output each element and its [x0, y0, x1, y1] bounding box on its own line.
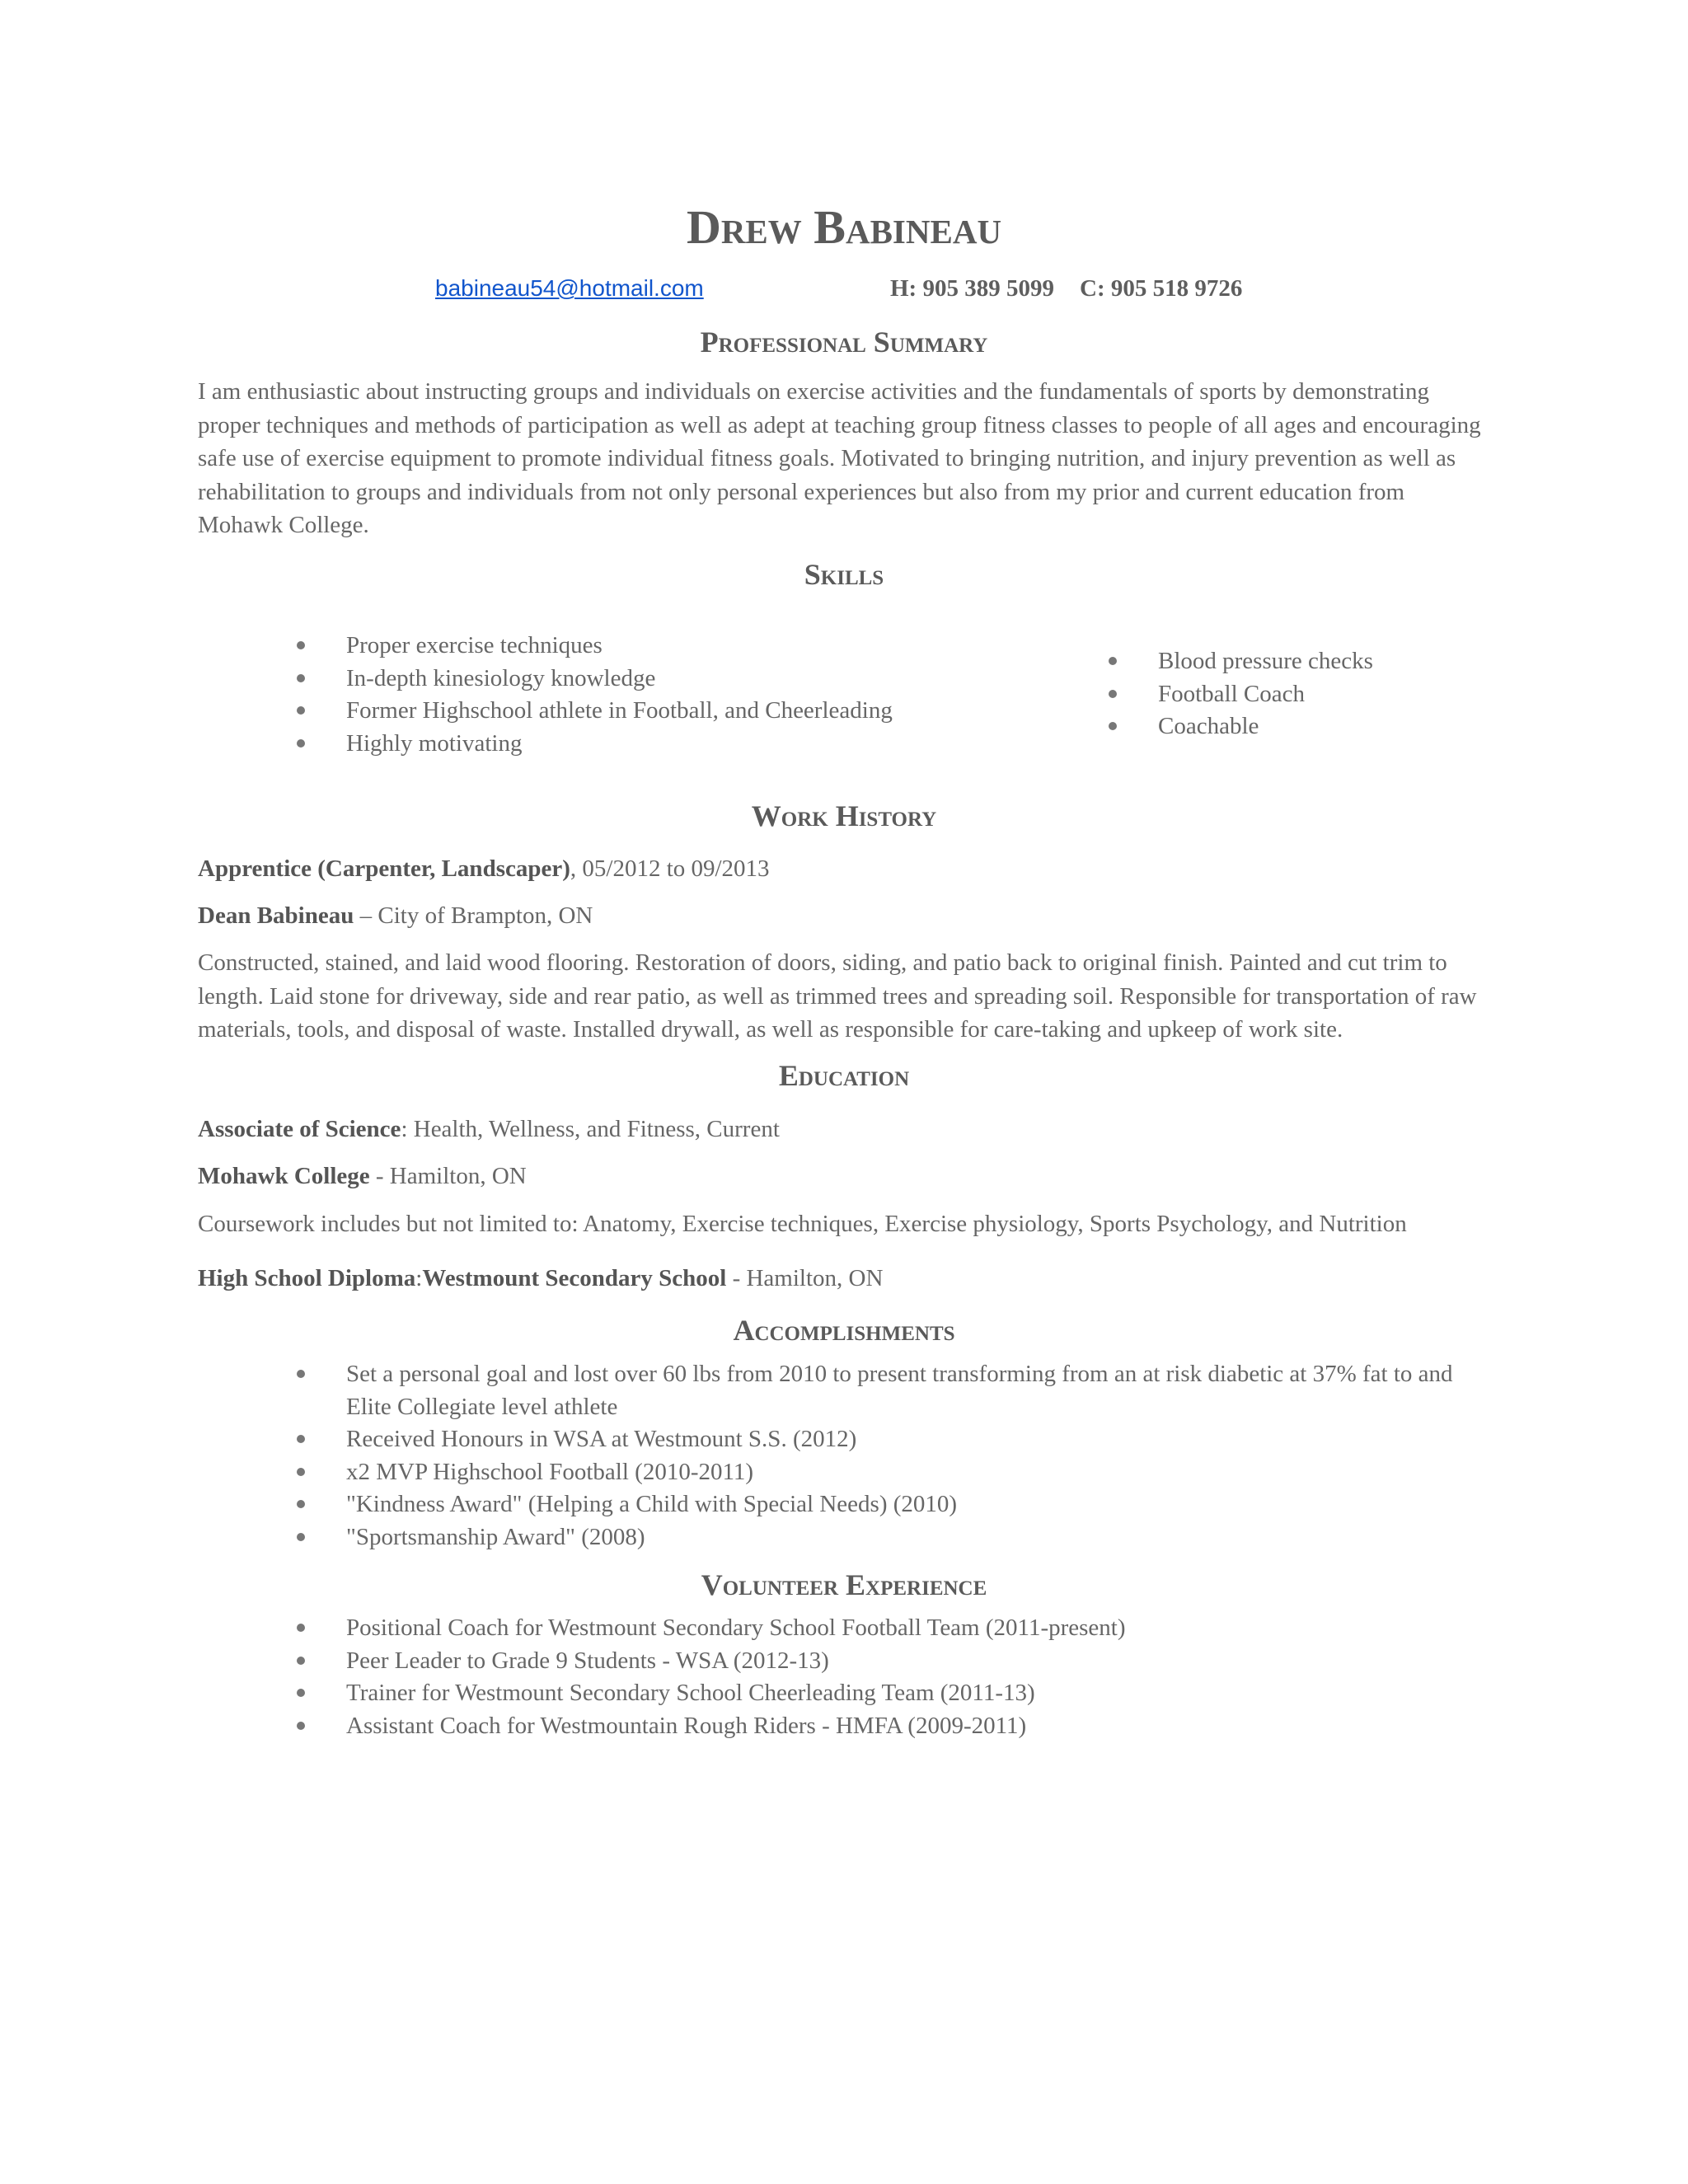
- skills-list-right: [1109, 645, 1521, 743]
- list-item: [297, 1710, 1467, 1743]
- bullet-icon: [1109, 722, 1117, 730]
- bullet-icon: [297, 1624, 305, 1632]
- accomplishment-label: "Sportsmanship Award" (2008): [346, 1523, 645, 1550]
- skill-label: In-depth kinesiology knowledge: [346, 664, 656, 691]
- diploma-separator: :: [415, 1265, 423, 1291]
- bullet-icon: [297, 1533, 305, 1541]
- list-item: [297, 728, 1039, 761]
- section-title-volunteer-experience: Volunteer Experience: [701, 1568, 987, 1601]
- work-employer-line: [198, 899, 593, 932]
- section-title-professional-summary: Professional Summary: [700, 326, 988, 359]
- list-item: [297, 1677, 1467, 1710]
- list-item: [297, 1358, 1467, 1423]
- employer-location: – City of Brampton, ON: [354, 902, 593, 929]
- home-phone: H: 905 389 5099: [890, 275, 1054, 302]
- volunteer-label: Trainer for Westmount Secondary School Cheerleading Team (2011-13): [346, 1680, 1035, 1706]
- bullet-icon: [297, 1370, 305, 1378]
- accomplishment-label: x2 MVP Highschool Football (2010-2011): [346, 1458, 754, 1485]
- list-item: [1109, 678, 1521, 711]
- bullet-icon: [297, 706, 305, 715]
- education-diploma-line: [198, 1262, 883, 1295]
- volunteer-label: Assistant Coach for Westmountain Rough Riders - HMFA (2009-2011): [346, 1712, 1027, 1739]
- list-item: [297, 1456, 1467, 1489]
- bullet-icon: [297, 739, 305, 748]
- skills-list-left: [297, 630, 1039, 760]
- volunteer-label: Positional Coach for Westmount Secondary School Football Team (2011-present): [346, 1615, 1126, 1641]
- section-title-education: Education: [778, 1059, 910, 1092]
- bullet-icon: [297, 1435, 305, 1443]
- skill-label: Football Coach: [1158, 680, 1306, 707]
- section-title-skills: Skills: [804, 558, 884, 591]
- list-item: [1109, 710, 1521, 743]
- bullet-icon: [297, 1500, 305, 1508]
- education-degree-line: [198, 1113, 780, 1146]
- diploma-name: High School Diploma: [198, 1265, 416, 1291]
- list-item: [297, 663, 1039, 696]
- volunteer-list: [297, 1612, 1467, 1742]
- employer-name: Dean Babineau: [198, 902, 354, 929]
- accomplishments-list: [297, 1358, 1467, 1554]
- degree-name: Associate of Science: [198, 1116, 401, 1142]
- job-dates: , 05/2012 to 09/2013: [570, 855, 770, 882]
- list-item: [297, 1612, 1467, 1645]
- education-coursework: Coursework includes but not limited to: Anatomy, Exercise techniques, Exercise physiology, Sports Psychology, and Nutrition: [198, 1211, 1407, 1237]
- bullet-icon: [297, 1657, 305, 1665]
- degree-detail: : Health, Wellness, and Fitness, Current: [401, 1116, 780, 1142]
- high-school-name: Westmount Secondary School: [422, 1265, 727, 1291]
- bullet-icon: [297, 674, 305, 682]
- professional-summary-text: I am enthusiastic about instructing groups and individuals on exercise activities and the fundamentals of sports by demonstrating proper techniques and methods of participation as well as adept at teaching group fitness classes to people of all ages and encouraging safe use of exercise equipment to promote individual fitness goals. Motivated to bringing nutrition, and injury prevention as well as rehabilitation to groups and individuals from not only personal experiences but also from my prior and current education from Mohawk College.: [198, 378, 1481, 538]
- section-title-accomplishments: Accomplishments: [733, 1314, 955, 1347]
- section-title-work-history: Work History: [751, 799, 937, 832]
- bullet-icon: [1109, 690, 1117, 698]
- cell-phone: C: 905 518 9726: [1080, 275, 1243, 302]
- skill-label: Proper exercise techniques: [346, 632, 603, 658]
- bullet-icon: [297, 1468, 305, 1476]
- list-item: [297, 1488, 1467, 1521]
- bullet-icon: [297, 641, 305, 649]
- accomplishment-label: "Kindness Award" (Helping a Child with Special Needs) (2010): [346, 1491, 958, 1517]
- bullet-icon: [297, 1689, 305, 1697]
- college-name: Mohawk College: [198, 1163, 370, 1189]
- bullet-icon: [1109, 657, 1117, 665]
- list-item: [297, 1423, 1467, 1456]
- skill-label: Coachable: [1158, 713, 1259, 739]
- skill-label: Highly motivating: [346, 729, 523, 757]
- list-item: [297, 630, 1039, 663]
- skill-label: Blood pressure checks: [1158, 648, 1373, 674]
- college-location: - Hamilton, ON: [369, 1163, 527, 1189]
- work-description: Constructed, stained, and laid wood flooring. Restoration of doors, siding, and patio back to original finish. Painted and cut trim to length. Laid stone for driveway, side and rear patio, as well as trimmed trees and spreading soil. Responsible for transportation of raw materials, tools, and disposal of waste. Installed drywall, as well as responsible for care-taking and upkeep of work site.: [198, 949, 1477, 1043]
- job-title: Apprentice (Carpenter, Landscaper): [198, 855, 570, 882]
- list-item: [297, 1645, 1467, 1678]
- list-item: [297, 1521, 1467, 1554]
- accomplishment-label: Set a personal goal and lost over 60 lbs from 2010 to present transforming from an at risk diabetic at 37% fat to and Elite Collegiate level athlete: [346, 1361, 1453, 1420]
- accomplishment-label: Received Honours in WSA at Westmount S.S. (2012): [346, 1426, 857, 1452]
- bullet-icon: [297, 1722, 305, 1730]
- high-school-location: - Hamilton, ON: [726, 1265, 884, 1291]
- education-college-line: [198, 1160, 527, 1193]
- list-item: [1109, 645, 1521, 678]
- skill-label: Former Highschool athlete in Football, and Cheerleading: [346, 697, 893, 724]
- list-item: [297, 695, 1039, 728]
- candidate-name: Drew Babineau: [686, 200, 1002, 254]
- volunteer-label: Peer Leader to Grade 9 Students - WSA (2012-13): [346, 1647, 829, 1674]
- work-job-line: [198, 852, 770, 885]
- email-link[interactable]: babineau54@hotmail.com: [435, 275, 704, 301]
